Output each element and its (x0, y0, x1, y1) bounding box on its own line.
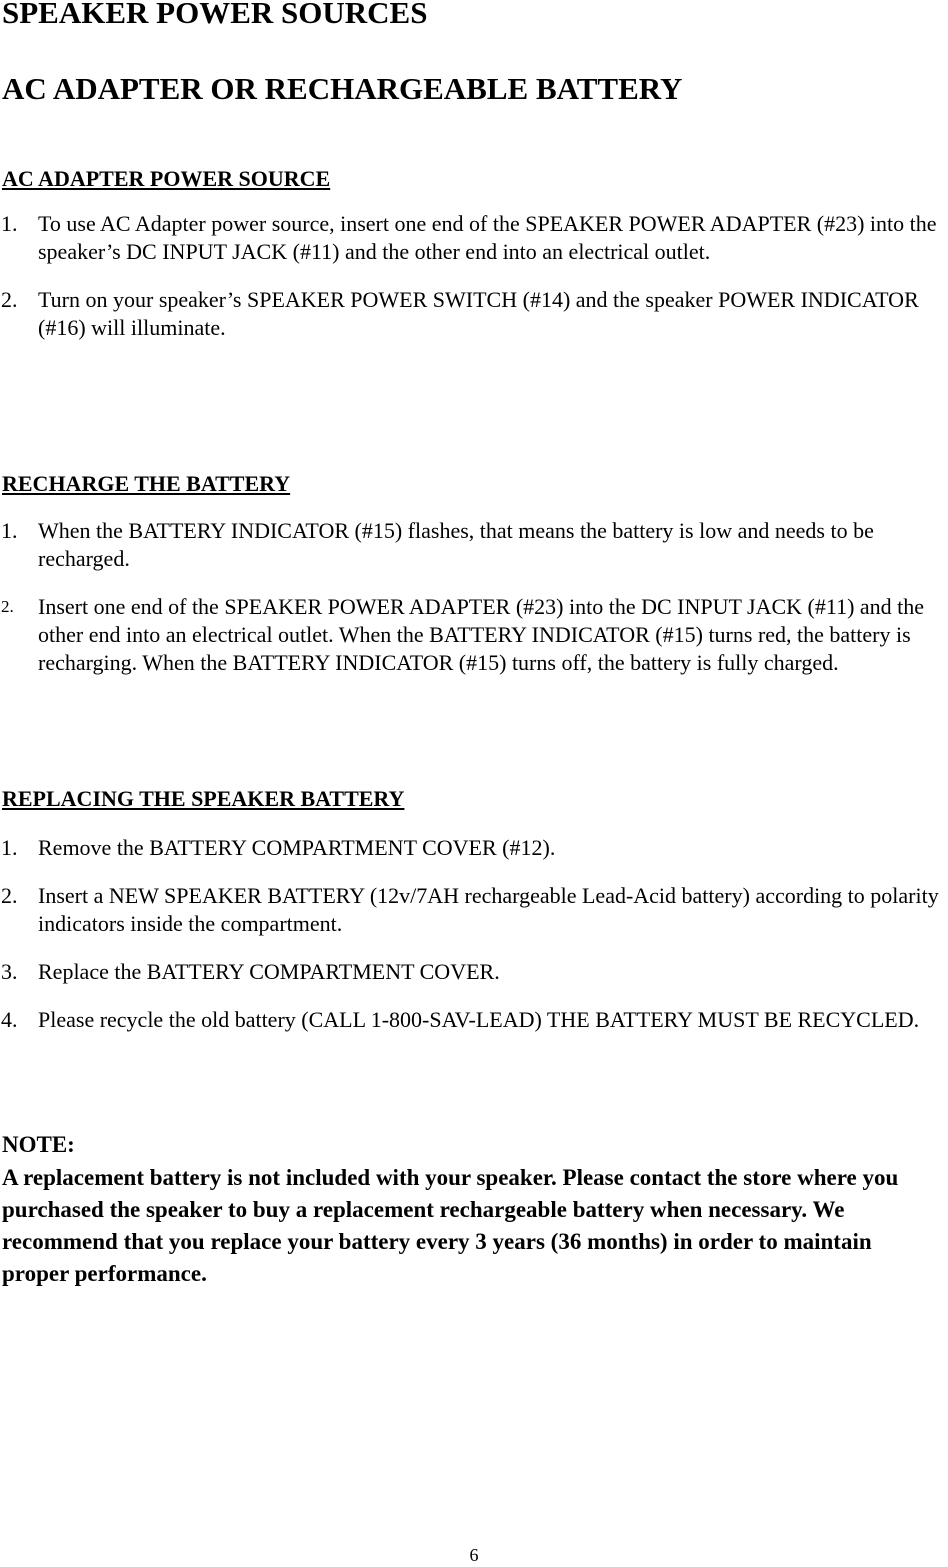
page-title: SPEAKER POWER SOURCES (2, 0, 428, 30)
section-heading-ac-adapter: AC ADAPTER POWER SOURCE (2, 166, 331, 191)
note-text: A replacement battery is not included with your speaker. Please contact the store where you purchased the speaker to buy a replacement rechargeable battery when necessary. We recommend that you replace your battery every 3 years (36 months) in order to maintain proper performance. (2, 1165, 899, 1286)
step-text: Turn on your speaker’s SPEAKER POWER SWITCH (#14) and the speaker POWER INDICATOR (#16) will illuminate. (38, 287, 919, 340)
step-number: 3. (1, 959, 18, 984)
step-text: Insert one end of the SPEAKER POWER ADAPTER (#23) into the DC INPUT JACK (#11) and the other end into an electrical outlet. When the BATTERY INDICATOR (#15) turns red, the battery is recharging. When the BATTERY INDICATOR (#15) turns off, the battery is fully charged. (38, 594, 925, 675)
list-item (0, 517, 948, 573)
step-number: 1. (1, 518, 18, 543)
list-item (0, 286, 948, 342)
section-heading-recharge: RECHARGE THE BATTERY (2, 471, 291, 496)
section-heading-replacing-battery: REPLACING THE SPEAKER BATTERY (2, 786, 405, 811)
list-item (0, 958, 948, 986)
step-number: 2. (1, 597, 14, 616)
list-item (0, 834, 948, 862)
list-item (0, 593, 948, 677)
step-text: Please recycle the old battery (CALL 1-800-SAV-LEAD) THE BATTERY MUST BE RECYCLED. (38, 1007, 920, 1032)
recharge-steps (0, 517, 948, 697)
note-label: NOTE: (2, 1132, 75, 1157)
list-item (0, 210, 948, 266)
step-text: Remove the BATTERY COMPARTMENT COVER (#12). (38, 835, 556, 860)
ac-adapter-steps (0, 210, 948, 362)
step-text: Insert a NEW SPEAKER BATTERY (12v/7AH rechargeable Lead-Acid battery) according to polarity indicators inside the compartment. (38, 883, 939, 936)
list-item (0, 882, 948, 938)
replacing-battery-steps (0, 834, 948, 1054)
page-subtitle: AC ADAPTER OR RECHARGEABLE BATTERY (2, 71, 683, 106)
list-item (0, 1006, 948, 1034)
step-text: Replace the BATTERY COMPARTMENT COVER. (38, 959, 500, 984)
step-text: To use AC Adapter power source, insert one end of the SPEAKER POWER ADAPTER (#23) into the speaker’s DC INPUT JACK (#11) and the other end into an electrical outlet. (38, 211, 937, 264)
page-number: 6 (469, 1545, 479, 1565)
step-number: 2. (1, 287, 18, 312)
step-number: 1. (1, 211, 18, 236)
step-number: 4. (1, 1007, 18, 1032)
step-number: 1. (1, 835, 18, 860)
step-number: 2. (1, 883, 18, 908)
step-text: When the BATTERY INDICATOR (#15) flashes, that means the battery is low and needs to be recharged. (38, 518, 874, 571)
